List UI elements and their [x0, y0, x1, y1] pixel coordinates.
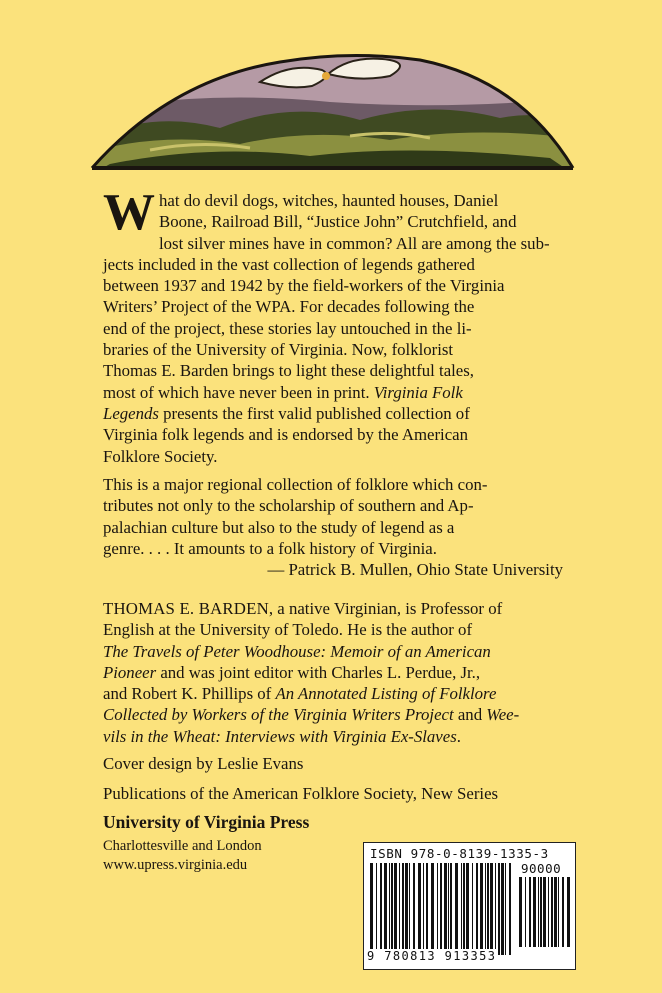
bio-text: and Robert K. Phillips of — [103, 684, 276, 704]
blurb-line: Writers’ Project of the WPA. For decades following the — [103, 297, 475, 317]
barcode-bar — [505, 863, 506, 955]
price-code: 90000 — [521, 861, 562, 876]
blurb-line: hat do devil dogs, witches, haunted houses, Daniel — [159, 191, 499, 210]
blurb-line: lost silver mines have in common? All are among the sub- — [159, 233, 550, 253]
barcode-bar — [540, 877, 542, 947]
barcode-bar — [450, 863, 452, 955]
book-title: Virginia Folk — [373, 382, 463, 402]
barcode-bar — [455, 863, 458, 955]
barcode-bar — [548, 877, 549, 947]
barcode-bar — [485, 863, 486, 955]
bio-text: , a native Virginian, is Professor of — [268, 599, 503, 618]
book-title: vils in the Wheat: Interviews with Virginia Ex-Slaves — [103, 726, 457, 746]
barcode-bar — [519, 877, 522, 947]
blurb-line: between 1937 and 1942 by the field-workers of the Virginia — [103, 276, 505, 296]
book-title: Wee- — [486, 705, 520, 725]
barcode-bar — [551, 877, 553, 947]
book-title: Pioneer — [103, 662, 157, 682]
barcode-bar — [437, 863, 438, 955]
barcode-bar — [426, 863, 428, 955]
barcode-bar — [543, 877, 546, 947]
barcode-bar — [533, 877, 536, 947]
bio-text: and was joint editor with Charles L. Perdue, Jr., — [156, 662, 481, 682]
barcode-bar — [440, 863, 442, 955]
barcode-bar — [391, 863, 393, 955]
barcode-bar — [444, 863, 447, 955]
barcode-bar — [384, 863, 387, 955]
publisher-info — [103, 837, 262, 875]
barcode-bar — [487, 863, 489, 955]
quote-attribution: — Patrick B. Mullen, Ohio State University — [267, 560, 563, 580]
barcode-bar — [538, 877, 539, 947]
book-title: Legends — [103, 403, 159, 423]
barcode-bar — [431, 863, 434, 955]
barcode-bar — [376, 863, 377, 955]
barcode-bar — [418, 863, 421, 955]
quote-line: palachian culture but also to the study of legend as a — [103, 517, 455, 537]
author-name: THOMAS E. BARDEN — [103, 599, 269, 618]
barcode-bar — [399, 863, 400, 955]
blurb-line: Boone, Railroad Bill, “Justice John” Crutchfield, and — [159, 212, 517, 232]
blurb-line: jects included in the vast collection of legends gathered — [103, 254, 475, 274]
ean-number: 9 780813 913353 — [367, 949, 497, 963]
series-credit: Publications of the American Folklore Society, New Series — [103, 784, 499, 803]
barcode-bar — [409, 863, 410, 955]
barcode-bar — [405, 863, 408, 955]
barcode-bar — [480, 863, 483, 955]
blurb-line: braries of the University of Virginia. Now, folklorist — [103, 340, 454, 360]
isbn-text: ISBN 978-0-8139-1335-3 — [370, 846, 549, 861]
blurb-line: end of the project, these stories lay untouched in the li- — [103, 318, 472, 338]
blurb-line: presents the first valid published collection of — [158, 403, 470, 423]
barcode-bar — [413, 863, 415, 955]
barcode-bar — [509, 863, 511, 955]
barcode-bar — [461, 863, 462, 955]
isbn-barcode — [363, 842, 576, 970]
description-paragraph — [103, 184, 565, 467]
publisher-url: www.upress.virginia.edu — [103, 857, 248, 873]
bio-text: . — [456, 726, 461, 746]
barcode-bar — [463, 863, 465, 955]
barcode-bar — [501, 863, 504, 955]
barcode-bar — [567, 877, 570, 947]
barcode-bar — [476, 863, 478, 955]
barcode-bar — [466, 863, 469, 955]
barcode-bar — [380, 863, 382, 955]
barcode-bar — [525, 877, 526, 947]
barcode-bar — [402, 863, 404, 955]
quote-line: This is a major regional collection of folklore which con- — [103, 475, 488, 494]
barcode-bar — [389, 863, 390, 955]
barcode-bar — [423, 863, 424, 955]
barcode-bar — [490, 863, 493, 955]
barcode-bar — [554, 877, 557, 947]
publisher-cities: Charlottesville and London — [103, 838, 262, 854]
barcode-bar — [394, 863, 397, 955]
bio-text: and — [453, 705, 487, 725]
bio-text: English at the University of Toledo. He is the author of — [103, 620, 473, 640]
blurb-line: Folklore Society. — [103, 446, 218, 466]
barcode-bar — [495, 863, 496, 955]
barcode-bar — [370, 863, 373, 955]
book-title: An Annotated Listing of Folklore — [275, 684, 497, 704]
author-bio — [103, 598, 565, 747]
quote-line: genre. . . . It amounts to a folk history of Virginia. — [103, 538, 437, 558]
barcode-bar — [448, 863, 449, 955]
quote-line: tributes not only to the scholarship of southern and Ap- — [103, 496, 474, 516]
book-title: Collected by Workers of the Virginia Writers Project — [103, 705, 454, 725]
barcode-bar — [562, 877, 564, 947]
barcode-bar — [472, 863, 473, 955]
publisher-name: University of Virginia Press — [103, 812, 310, 832]
blurb-line: Virginia folk legends and is endorsed by the American — [103, 425, 468, 445]
mountain-landscape-illustration — [90, 40, 575, 175]
barcode-bar — [558, 877, 559, 947]
review-quote — [103, 474, 565, 580]
blurb-line: Thomas E. Barden brings to light these delightful tales, — [103, 361, 474, 381]
book-title: The Travels of Peter Woodhouse: Memoir of an American — [103, 641, 491, 661]
barcode-bar — [498, 863, 500, 955]
cover-credit: Cover design by Leslie Evans — [103, 754, 304, 773]
drop-cap: W — [103, 184, 155, 241]
blurb-line: most of which have never been in print. — [103, 382, 370, 402]
barcode-bar — [529, 877, 531, 947]
